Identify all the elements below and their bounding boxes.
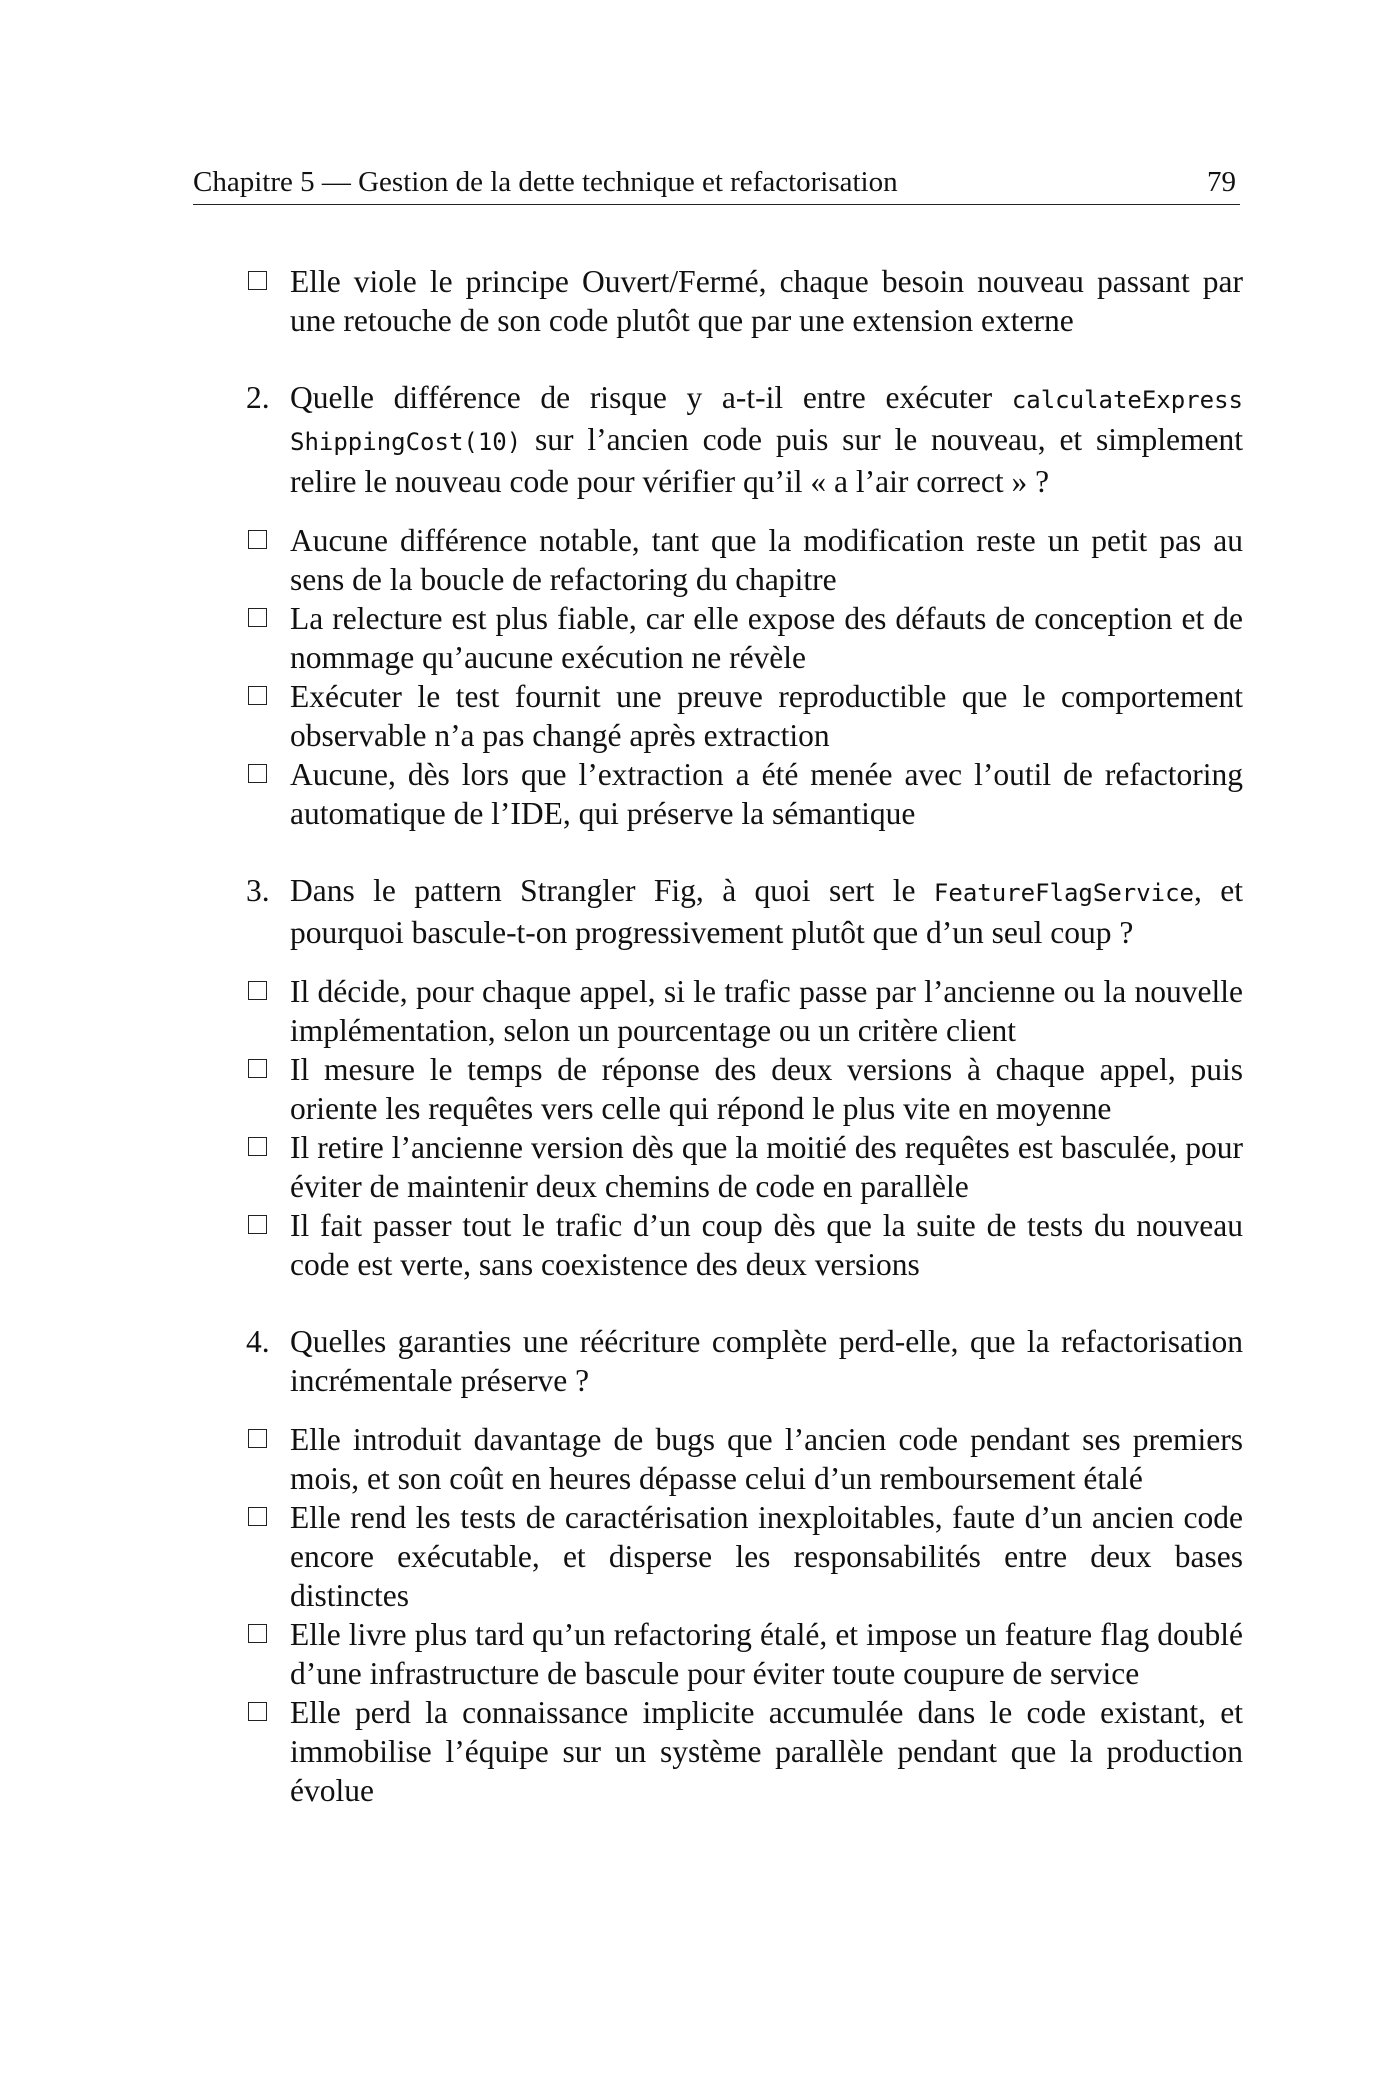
option-text: Aucune, dès lors que l’extraction a été menée avec l’outil de refactoring automatique de l’IDE, qui préserve la sémantique	[290, 757, 1243, 831]
checkbox-icon[interactable]	[248, 1702, 267, 1721]
option-text: Aucune différence notable, tant que la modification reste un petit pas au sens de la boucle de refactoring du chapitre	[290, 523, 1243, 597]
option-text: La relecture est plus fiable, car elle expose des défauts de conception et de nommage qu’aucune exécution ne révèle	[290, 601, 1243, 675]
q3-option-2[interactable]	[246, 1050, 1243, 1128]
question-text-end: , et pourquoi bascule-t-on progressivement plutôt que d’un seul coup ?	[290, 873, 1244, 950]
option-text: Elle livre plus tard qu’un refactoring étalé, et impose un feature flag doublé d’une infrastructure de bascule pour éviter toute coupure de service	[290, 1617, 1243, 1691]
checkbox-icon[interactable]	[248, 530, 267, 549]
q4-option-3[interactable]	[246, 1615, 1243, 1693]
q3-option-3[interactable]	[246, 1128, 1243, 1206]
option-text: Elle introduit davantage de bugs que l’ancien code pendant ses premiers mois, et son coût en heures dépasse celui d’un remboursement étalé	[290, 1422, 1243, 1496]
option-text: Exécuter le test fournit une preuve reproductible que le comportement observable n’a pas changé après extraction	[290, 679, 1243, 753]
question-text: Quelles garanties une réécriture complète perd-elle, que la refactorisation incrémentale préserve ?	[290, 1324, 1243, 1398]
code-snippet: calculateExpress ShippingCost(10)	[290, 386, 1243, 456]
checkbox-icon[interactable]	[248, 271, 267, 290]
question-number: 4.	[246, 1324, 270, 1359]
q2-option-3[interactable]	[246, 677, 1243, 755]
checkbox-icon[interactable]	[248, 1215, 267, 1234]
question-text-end: sur l’ancien code puis sur le nouveau, et simplement relire le nouveau code pour vérifier qu’il « a l’air correct » ?	[290, 422, 1243, 499]
page-number: 79	[1207, 166, 1236, 198]
checkbox-icon[interactable]	[248, 1137, 267, 1156]
quiz-content	[246, 262, 1243, 1810]
question-text-start: Dans le pattern Strangler Fig, à quoi sert le	[290, 873, 934, 908]
q1-option-4[interactable]	[246, 262, 1243, 340]
q3-option-4[interactable]	[246, 1206, 1243, 1284]
checkbox-icon[interactable]	[248, 1429, 267, 1448]
checkbox-icon[interactable]	[248, 981, 267, 1000]
question-number: 2.	[246, 380, 270, 415]
q2-option-1[interactable]	[246, 521, 1243, 599]
q4-option-1[interactable]	[246, 1420, 1243, 1498]
checkbox-icon[interactable]	[248, 608, 267, 627]
checkbox-icon[interactable]	[248, 1059, 267, 1078]
q4-option-4[interactable]	[246, 1693, 1243, 1810]
running-header	[193, 164, 1240, 205]
question-text-start: Quelle différence de risque y a-t-il entre exécuter	[290, 380, 1012, 415]
checkbox-icon[interactable]	[248, 686, 267, 705]
option-text: Il décide, pour chaque appel, si le trafic passe par l’ancienne ou la nouvelle implémentation, selon un pourcentage ou un critère client	[290, 974, 1243, 1048]
question-3	[246, 871, 1243, 952]
option-text: Il retire l’ancienne version dès que la moitié des requêtes est basculée, pour éviter de maintenir deux chemins de code en parallèle	[290, 1130, 1243, 1204]
chapter-title: Chapitre 5 — Gestion de la dette technique et refactorisation	[193, 166, 898, 198]
checkbox-icon[interactable]	[248, 1507, 267, 1526]
checkbox-icon[interactable]	[248, 764, 267, 783]
question-4	[246, 1322, 1243, 1400]
option-text: Elle viole le principe Ouvert/Fermé, chaque besoin nouveau passant par une retouche de son code plutôt que par une extension externe	[290, 264, 1243, 338]
q4-option-2[interactable]	[246, 1498, 1243, 1615]
q2-option-4[interactable]	[246, 755, 1243, 833]
question-2	[246, 378, 1243, 501]
option-text: Il fait passer tout le trafic d’un coup dès que la suite de tests du nouveau code est verte, sans coexistence des deux versions	[290, 1208, 1243, 1282]
option-text: Elle rend les tests de caractérisation inexploitables, faute d’un ancien code encore exécutable, et disperse les responsabilités entre deux bases distinctes	[290, 1500, 1243, 1613]
option-text: Elle perd la connaissance implicite accumulée dans le code existant, et immobilise l’équipe sur un système parallèle pendant que la production évolue	[290, 1695, 1243, 1808]
q3-option-1[interactable]	[246, 972, 1243, 1050]
checkbox-icon[interactable]	[248, 1624, 267, 1643]
question-number: 3.	[246, 873, 270, 908]
option-text: Il mesure le temps de réponse des deux versions à chaque appel, puis oriente les requêtes vers celle qui répond le plus vite en moyenne	[290, 1052, 1243, 1126]
code-snippet: FeatureFlagService	[933, 879, 1195, 907]
q2-option-2[interactable]	[246, 599, 1243, 677]
